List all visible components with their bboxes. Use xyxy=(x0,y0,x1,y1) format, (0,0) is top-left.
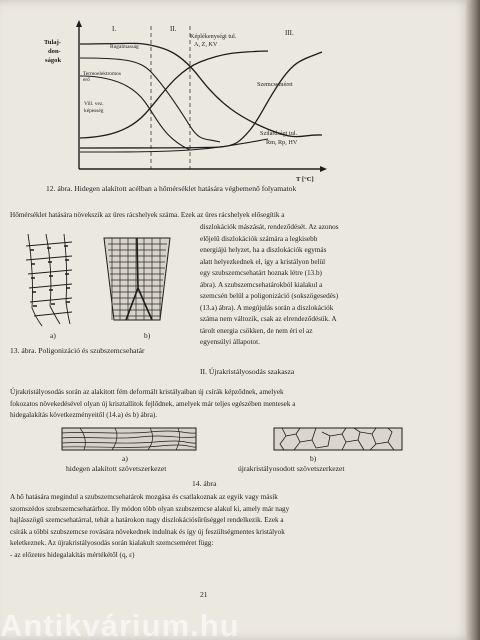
fig14-caption: 14. ábra xyxy=(192,479,217,488)
watermark: Antikvárium.hu xyxy=(0,608,240,640)
fig13-label-b: b) xyxy=(144,331,151,340)
curve-ductility-increase xyxy=(80,51,268,138)
para1-line-8: (13.a) ábra). A megújulás során a diszlokációk xyxy=(200,303,334,312)
fig13b-subgrain-boundary xyxy=(104,238,170,320)
label-ductility-props: A, Z, KV xyxy=(194,41,218,48)
zone-label-3: III. xyxy=(285,29,294,37)
label-elastic: Rugalmasság xyxy=(110,44,139,50)
fig14-label-a: a) xyxy=(122,454,128,463)
fig12-xlabel: T [°C] xyxy=(296,176,314,183)
para2-line-1: fokozatos növekedésével olyan új krisztallitok fejlődnek, amelyek már teljes egészében mentesek a xyxy=(10,399,296,408)
x-axis-arrow xyxy=(320,166,327,172)
zone-label-1: I. xyxy=(112,25,117,33)
label-strength: Szilárdsági tul. xyxy=(260,130,298,137)
para1-line-6: ábra). A szubszemcsehatárokból kialakul a xyxy=(200,280,323,289)
label-strength-props: Rm, Rp, HV xyxy=(266,139,298,146)
fig14-sub-a: hidegen alakított szövetszerkezet xyxy=(66,464,167,473)
para3-line-3: csírák a többi szubszemcse rovására növekednek indulnak és így új feszültségmentes kristályok xyxy=(10,527,285,536)
label-ductility: Képlékenységi tul. xyxy=(190,33,237,40)
fig14a-deformed-structure xyxy=(62,428,196,450)
label-electric-2: képesség xyxy=(84,108,104,114)
para3-line-2: hajlásszögű szemcsehatárral, tehát a határokon nagy diszlokációsűrűséggel rendelkezik. Ezek a xyxy=(10,516,284,524)
para3-line-1: szomszédos szubszemcsehatárhoz. Ily módon több olyan szubszemcse alakul ki, amely már nagy xyxy=(10,504,290,513)
para1-line-7: szemcsén belül a poligonizáció (sokszögesedés) xyxy=(200,292,339,300)
label-electric-1: Vill. vez. xyxy=(84,101,104,107)
fig12-ylabel-2: don- xyxy=(48,48,61,55)
para1-line-2: előjelű diszlokációk számára a legkisebb xyxy=(200,234,318,243)
page-edge-shadow xyxy=(466,0,480,640)
para1-body xyxy=(200,222,398,349)
para1-line-3: energiájú helyzet, ha a diszlokációk egymás xyxy=(200,246,327,254)
label-resistivity-2: erő xyxy=(83,77,90,83)
figure-13-images xyxy=(20,228,192,346)
para1-line-11: egyensúlyi állapotot. xyxy=(200,338,260,346)
para1-line-10: tárolt energia csökken, de nem éri el az xyxy=(200,326,313,335)
para1-line-0: Hőmérséklet hatására növekszik az üres rácshelyek száma. Ezek az üres rácshelyek elősegítik a xyxy=(10,211,285,219)
page-number: 21 xyxy=(200,590,208,599)
para3-line-0: A hő hatására megindul a szubszemcsehatárok mozgása és csatlakoznak az egyik vagy másik xyxy=(10,493,278,501)
figure-12-chart xyxy=(40,18,330,183)
para1-line-5: egy szubszemcsehatárt hoznak létre (13.b) xyxy=(200,269,322,277)
zone-label-2: II. xyxy=(170,25,177,33)
section-title: II. Újrakristályosodás szakasza xyxy=(200,367,295,376)
fig12-ylabel-1: Tulaj- xyxy=(44,39,61,46)
para3-line-4: keletkeznek. Az újrakristályosodás során kialakult szemcseméret függ: xyxy=(10,539,214,547)
curve-strength-decrease xyxy=(80,43,322,136)
fig13a-polygonization xyxy=(26,234,72,326)
para1-line-1: diszlokációk mászását, rendeződését. Az azonos xyxy=(200,223,339,231)
figure-14-images xyxy=(60,424,410,456)
para2-line-2: hidegalakítás következményeitől (14.a) és b) ábra). xyxy=(10,411,158,419)
fig13-label-a: a) xyxy=(50,331,56,340)
para2 xyxy=(10,387,406,422)
fig14-sub-b: újrakristályosodott szövetszerkezet xyxy=(238,464,345,473)
para2-line-0: Újrakristályosodás során az alakított fém deformált kristályaiban új csírák képződnek, amelyek xyxy=(10,388,284,396)
label-grain: Szemcseméret xyxy=(257,81,293,88)
fig14-label-b: b) xyxy=(310,454,317,463)
fig14b-recrystallized-structure xyxy=(274,428,402,450)
para1-line-4: alatt helyezkednek el, így a kristályon belül xyxy=(200,257,326,266)
fig12-ylabel-3: ságok xyxy=(45,57,62,64)
figure-12-caption: 12. ábra. Hidegen alakított acélban a hőmérséklet hatására végbemenő folyamatok xyxy=(46,184,297,193)
label-resistivity-1: Termoelektromos xyxy=(83,71,121,77)
para3 xyxy=(10,492,406,561)
para3-line-5: - az előzetes hidegalakítás mértékétől (q, ε) xyxy=(10,550,135,559)
para1-line-9: száma nem változik, csak az elrendeződésük. A xyxy=(200,315,337,323)
figure-13-caption: 13. ábra. Poligonizáció és szubszemcsehatár xyxy=(10,346,145,355)
y-axis-arrow xyxy=(76,20,82,27)
